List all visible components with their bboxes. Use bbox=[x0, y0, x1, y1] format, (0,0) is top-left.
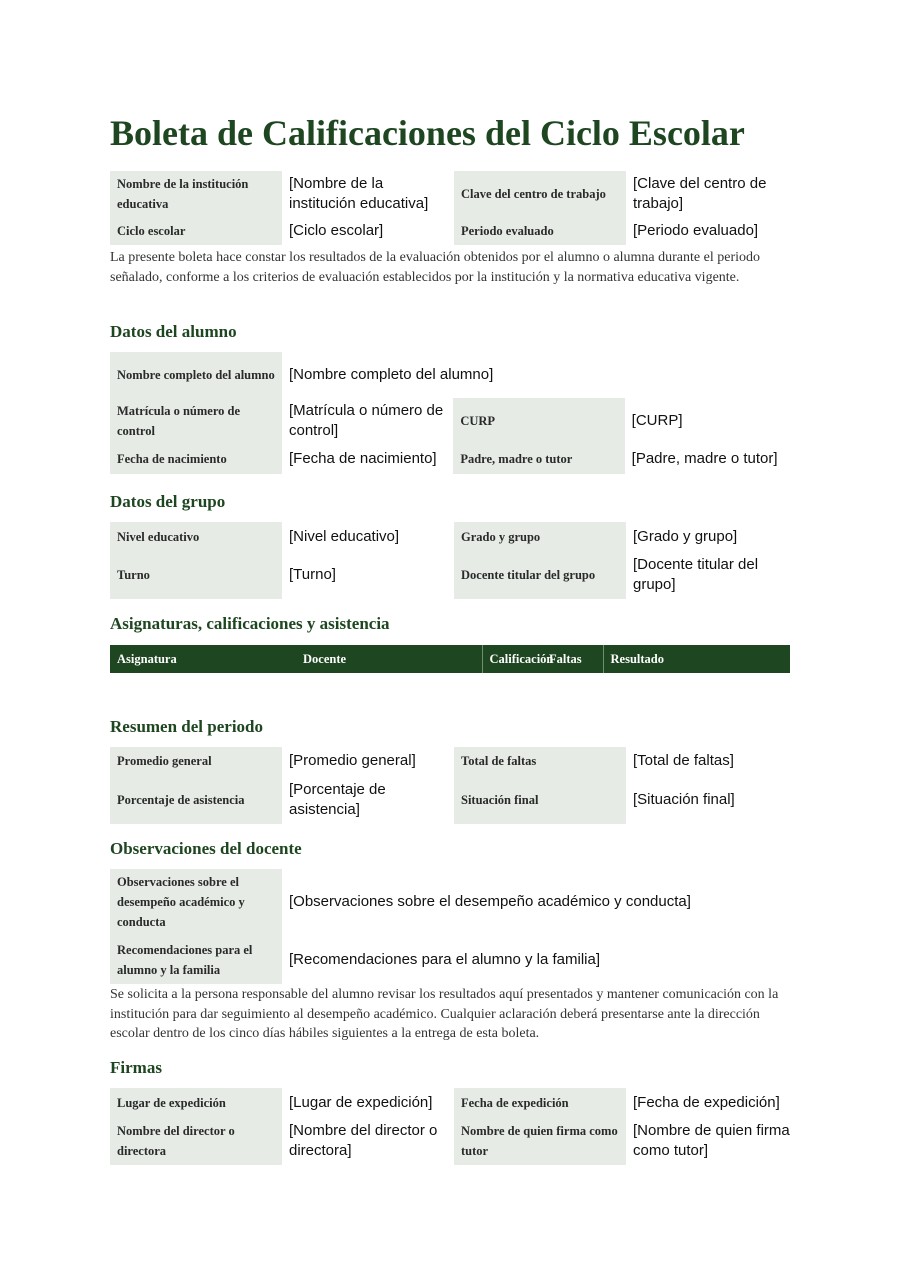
signatures-section-heading: Firmas bbox=[110, 1058, 162, 1077]
total-absences-value: [Total de faltas] bbox=[633, 752, 734, 769]
birth-date-value: [Fecha de nacimiento] bbox=[289, 450, 437, 467]
enrollment-value: [Matrícula o número de control] bbox=[289, 402, 444, 439]
student-section-heading: Datos del alumno bbox=[110, 322, 237, 341]
tutor-signer-label: Nombre de quien firma como tutor bbox=[454, 1117, 626, 1165]
group-section-heading: Datos del grupo bbox=[110, 492, 226, 511]
tutor-signer-value: [Nombre de quien firma como tutor] bbox=[633, 1122, 790, 1159]
evaluated-period-label: Periodo evaluado bbox=[454, 217, 626, 245]
student-name-value: [Nombre completo del alumno] bbox=[289, 366, 494, 383]
student-name-label: Nombre completo del alumno bbox=[110, 352, 282, 398]
guardian-label: Padre, madre o tutor bbox=[453, 444, 624, 474]
work-center-key-value: [Clave del centro de trabajo] bbox=[633, 175, 767, 212]
column-header-subject: Asignatura bbox=[110, 645, 296, 673]
group-table bbox=[110, 522, 798, 599]
observations-table bbox=[110, 869, 796, 984]
shift-value: [Turno] bbox=[289, 566, 336, 583]
education-level-value: [Nivel educativo] bbox=[289, 527, 400, 545]
work-center-key-label: Clave del centro de trabajo bbox=[454, 171, 626, 217]
observations-section-heading: Observaciones del docente bbox=[110, 839, 302, 858]
intro-paragraph: La presente boleta hace constar los resultados de la evaluación obtenidos por el alumno o alumna durante el periodo señalado, conforme a los criterios de evaluación establecidos por la institución y la normativa educativa vigente. bbox=[110, 250, 760, 285]
recommendations-value: [Recomendaciones para el alumno y la familia] bbox=[289, 950, 600, 968]
average-value: [Promedio general] bbox=[289, 752, 416, 769]
signatures-table bbox=[110, 1088, 798, 1165]
observations-value: [Observaciones sobre el desempeño académico y conducta] bbox=[289, 893, 691, 910]
homeroom-teacher-value: [Docente titular del grupo] bbox=[633, 556, 759, 593]
column-header-result: Resultado bbox=[603, 645, 790, 673]
curp-label: CURP bbox=[453, 398, 624, 444]
issue-date-value: [Fecha de expedición] bbox=[633, 1093, 780, 1111]
student-table bbox=[110, 352, 796, 474]
total-absences-label: Total de faltas bbox=[454, 747, 626, 775]
summary-table bbox=[110, 747, 798, 824]
guardian-value: [Padre, madre o tutor] bbox=[631, 450, 778, 467]
enrollment-label: Matrícula o número de control bbox=[110, 398, 282, 444]
education-level-label: Nivel educativo bbox=[110, 522, 282, 551]
observations-label: Observaciones sobre el desempeño académico y conducta bbox=[110, 869, 282, 935]
subjects-section-heading: Asignaturas, calificaciones y asistencia bbox=[110, 614, 390, 633]
director-name-value: [Nombre del director o directora] bbox=[289, 1122, 438, 1159]
summary-section-heading: Resumen del periodo bbox=[110, 717, 263, 736]
column-header-teacher: Docente bbox=[296, 645, 482, 673]
director-name-label: Nombre del director o directora bbox=[110, 1117, 282, 1165]
grade-group-label: Grado y grupo bbox=[454, 522, 626, 551]
evaluated-period-value: [Periodo evaluado] bbox=[633, 222, 759, 239]
closing-paragraph: Se solicita a la persona responsable del alumno revisar los resultados aquí presentados y mantener comunicación con la institución para dar seguimiento al desempeño académico. Cualquier aclaración deberá presentarse ante la dirección escolar dentro de los cinco días hábiles siguientes a la entrega de esta boleta. bbox=[110, 987, 779, 1041]
school-cycle-value: [Ciclo escolar] bbox=[289, 222, 384, 239]
institution-label: Nombre de la institución educativa bbox=[110, 171, 282, 217]
final-status-value: [Situación final] bbox=[633, 790, 735, 808]
average-label: Promedio general bbox=[110, 747, 282, 775]
issue-date-label: Fecha de expedición bbox=[454, 1088, 626, 1117]
issue-place-value: [Lugar de expedición] bbox=[289, 1093, 433, 1111]
attendance-label: Porcentaje de asistencia bbox=[110, 775, 282, 824]
institution-value: [Nombre de la institución educativa] bbox=[289, 175, 429, 212]
attendance-value: [Porcentaje de asistencia] bbox=[289, 780, 386, 818]
document-title: Boleta de Calificaciones del Ciclo Escolar bbox=[110, 113, 745, 153]
recommendations-label: Recomendaciones para el alumno y la familia bbox=[110, 935, 282, 984]
final-status-label: Situación final bbox=[454, 775, 626, 824]
homeroom-teacher-label: Docente titular del grupo bbox=[454, 551, 626, 599]
issue-place-label: Lugar de expedición bbox=[110, 1088, 282, 1117]
grade-group-value: [Grado y grupo] bbox=[633, 527, 738, 545]
header-fields-table bbox=[110, 171, 798, 245]
column-header-absences: Faltas bbox=[542, 645, 603, 673]
subjects-table bbox=[110, 645, 790, 673]
curp-value: [CURP] bbox=[631, 412, 683, 429]
shift-label: Turno bbox=[110, 551, 282, 599]
school-cycle-label: Ciclo escolar bbox=[110, 217, 282, 245]
column-header-grade: Calificación bbox=[482, 645, 542, 673]
birth-date-label: Fecha de nacimiento bbox=[110, 444, 282, 474]
